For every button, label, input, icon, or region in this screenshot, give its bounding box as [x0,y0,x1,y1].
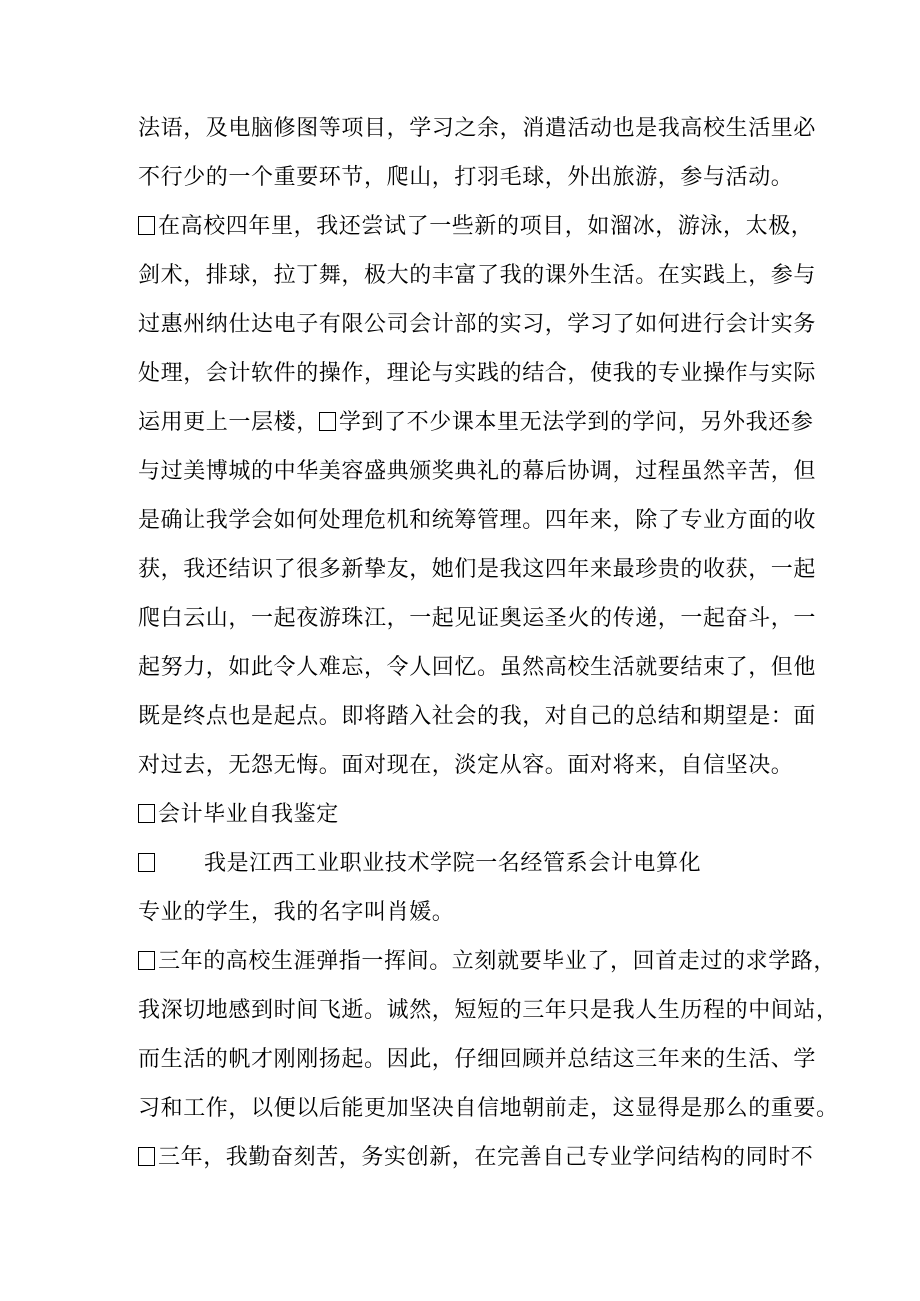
text-line-17-content: 专业的学生，我的名字叫肖媛。 [138,900,455,925]
text-line-10-content: 获，我还结识了很多新挚友，她们是我这四年来最珍贵的收获，一起 [138,557,817,582]
text-line-9 [138,506,817,536]
text-line-19 [138,996,839,1026]
section-heading [138,800,339,830]
text-line-13 [138,702,817,732]
text-line-20-content: 而生活的帆才刚刚扬起。因此，仔细回顾并总结这三年来的生活、学 [138,1047,817,1072]
text-line-4-content: 剑术，排球，拉丁舞，极大的丰富了我的课外生活。在实践上，参与 [138,263,817,288]
text-line-2-content: 不行少的一个重要环节，爬山，打羽毛球，外出旅游，参与活动。 [138,165,794,190]
text-line-21 [138,1094,839,1124]
text-line-18-content: 三年的高校生涯弹指一挥间。立刻就要毕业了，回首走过的求学路， [158,949,837,974]
text-line-7 [138,408,814,438]
text-line-11-content: 爬白云山，一起夜游珠江，一起见证奥运圣火的传递，一起奋斗，一 [138,606,817,631]
text-line-12-content: 起努力，如此令人难忘，令人回忆。虽然高校生活就要结束了，但他 [138,655,817,680]
text-line-6 [138,359,817,389]
text-line-12 [138,653,817,683]
text-line-8 [138,457,817,487]
text-line-7-part-1: 运用更上一层楼， [138,410,319,435]
text-line-1-content: 法语，及电脑修图等项目，学习之余，消遣活动也是我高校生活里必 [138,116,817,141]
text-line-13-content: 既是终点也是起点。即将踏入社会的我，对自己的总结和期望是：面 [138,704,817,729]
text-line-2 [138,163,793,193]
text-line-9-content: 是确让我学会如何处理危机和统筹管理。四年来，除了专业方面的收 [138,508,817,533]
text-line-6-content: 处理，会计软件的操作，理论与实践的结合，使我的专业操作与实际 [138,361,817,386]
text-line-19-content: 我深切地感到时间飞逝。诚然，短短的三年只是我人生历程的中间站， [138,998,839,1023]
text-line-16-content: 我是江西工业职业技术学院一名经管系会计电算化 [204,851,702,876]
missing-glyph-box-icon [138,804,155,823]
missing-glyph-box-icon [138,1147,155,1166]
text-line-5 [138,310,817,340]
text-line-14-content: 对过去，无怨无悔。面对现在，淡定从容。面对将来，自信坚决。 [138,753,794,778]
missing-glyph-box-icon [138,216,155,235]
text-line-3 [138,212,814,242]
missing-glyph-box-icon [138,951,155,970]
text-line-22-content: 三年，我勤奋刻苦，务实创新，在完善自己专业学问结构的同时不 [158,1145,814,1170]
text-line-21-content: 习和工作，以便以后能更加坚决自信地朝前走，这显得是那么的重要。 [138,1096,839,1121]
text-line-10 [138,555,817,585]
text-line-1 [138,114,817,144]
text-line-11 [138,604,817,634]
text-line-14 [138,751,793,781]
missing-glyph-box-icon [138,853,155,872]
text-line-8-content: 与过美博城的中华美容盛典颁奖典礼的幕后协调，过程虽然辛苦，但 [138,459,817,484]
text-line-3-content: 在高校四年里，我还尝试了一些新的项目，如溜冰，游泳，太极， [158,214,814,239]
text-line-17 [138,898,454,928]
text-line-22 [138,1143,814,1173]
text-line-18 [138,947,837,977]
section-heading-text: 会计毕业自我鉴定 [158,802,339,827]
missing-glyph-box-icon [319,412,336,431]
text-line-16 [138,849,701,879]
text-line-5-content: 过惠州纳仕达电子有限公司会计部的实习，学习了如何进行会计实务 [138,312,817,337]
text-line-4 [138,261,817,291]
text-line-20 [138,1045,817,1075]
text-line-7-part-2: 学到了不少课本里无法学到的学问，另外我还参 [338,410,814,435]
